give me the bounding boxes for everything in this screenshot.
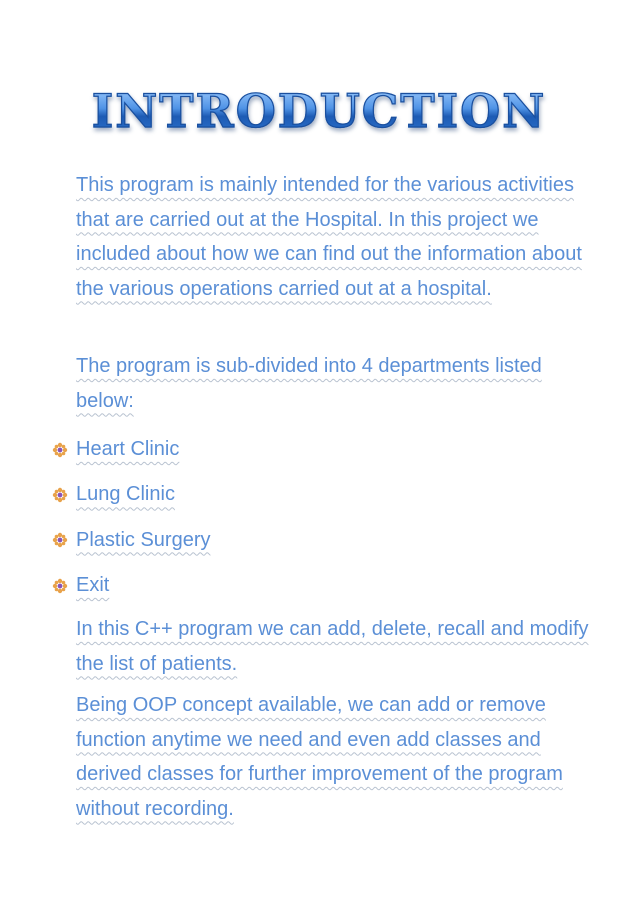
flower-bullet-icon <box>52 487 68 503</box>
flower-bullet-icon <box>52 442 68 458</box>
department-label: Exit <box>76 574 110 597</box>
departments-intro-paragraph: The program is sub-divided into 4 departments listed below: <box>76 355 542 412</box>
department-label: Heart Clinic <box>76 438 180 461</box>
list-item-plastic-surgery <box>52 518 211 563</box>
features-paragraph: In this C++ program we can add, delete, recall and modify the list of patients. <box>76 618 589 675</box>
department-label: Plastic Surgery <box>76 528 211 551</box>
list-item-exit <box>52 563 211 608</box>
intro-paragraph: This program is mainly intended for the various activities that are carried out at the Hospital. In this project we included about how we can find out the information about the various operations carried out at a hospital. <box>76 174 582 300</box>
oop-paragraph: Being OOP concept available, we can add or remove function anytime we need and even add classes and derived classes for further improvement of the program without recording. <box>76 694 563 820</box>
department-list <box>52 427 211 608</box>
flower-bullet-icon <box>52 578 68 594</box>
flower-bullet-icon <box>52 532 68 548</box>
list-item-heart-clinic <box>52 427 211 472</box>
department-label: Lung Clinic <box>76 483 175 506</box>
list-item-lung-clinic <box>52 472 211 517</box>
page-title: INTRODUCTION <box>0 84 638 138</box>
